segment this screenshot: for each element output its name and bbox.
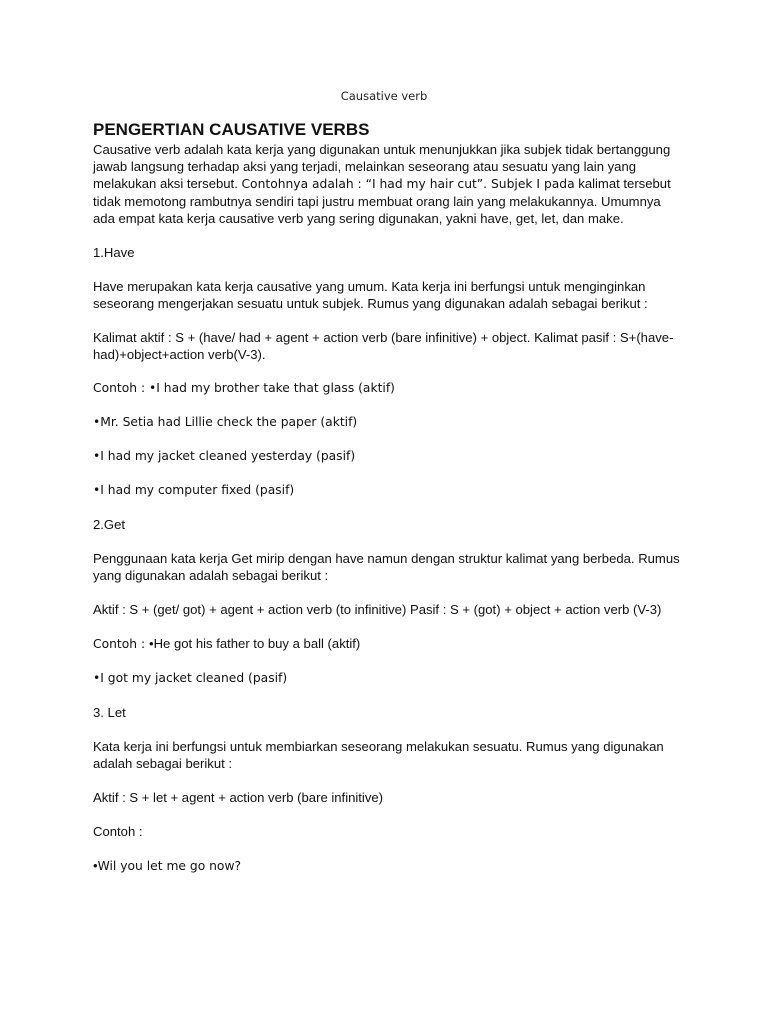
get-example-2: •I got my jacket cleaned (pasif) [93,671,288,685]
intro-paragraph [93,141,683,227]
intro-example: Contohnya adalah : “I had my hair cut”. Subjek I pada [241,177,575,191]
get-example-1-text: •He got his father to buy a ball (aktif) [149,636,361,651]
let-example-bullet: • [93,858,98,873]
section-heading: PENGERTIAN CAUSATIVE VERBS [93,120,370,139]
get-description: Penggunaan kata kerja Get mirip dengan have namun dengan struktur kalimat yang berbeda. Rumus yang digunakan adalah sebagai berikut : [93,551,680,583]
get-formula: Aktif : S + (get/ got) + agent + action verb (to infinitive) Pasif : S + (got) + object + action verb (V-3) [93,602,662,617]
let-formula: Aktif : S + let + agent + action verb (bare infinitive) [93,790,384,805]
have-example-4: •I had my computer fixed (pasif) [93,483,295,497]
get-example-1 [93,635,683,653]
document-title: Causative verb [340,89,428,103]
let-example-1-text: Wil you let me go now? [97,859,242,873]
let-description: Kata kerja ini berfungsi untuk membiarkan seseorang melakukan sesuatu. Rumus yang digunakan adalah sebagai berikut : [93,739,664,771]
document-body [93,119,683,875]
have-example-3: •I had my jacket cleaned yesterday (pasif) [93,449,356,463]
let-example-label: Contoh : [93,824,143,839]
have-example-2: •Mr. Setia had Lillie check the paper (aktif) [93,415,358,429]
have-formula: Kalimat aktif : S + (have/ had + agent + action verb (bare infinitive) + object. Kalimat pasif : S+(have-had)+object+action verb(V-3). [93,330,674,362]
get-title: 2.Get [93,517,126,532]
intro-text-a: Causative verb adalah kata kerja yang digunakan untuk menunjukkan jika subjek tidak bertanggung jawab langsung terhadap aksi yang terjadi, melainkan seseorang atau sesuatu yang lain yang melakukan aksi tersebut. [93,142,671,191]
have-description: Have merupakan kata kerja causative yang umum. Kata kerja ini berfungsi untuk menginginkan seseorang mengerjakan sesuatu untuk subjek. Rumus yang digunakan adalah sebagai berikut : [93,279,648,311]
let-title: 3. Let [93,705,126,720]
intro-text-c: kalimat tersebut tidak memotong rambutnya sendiri tapi justru membuat orang lain yang melakukannya. Umumnya ada empat kata kerja causative verb yang sering digunakan, yakni have, get, let, dan make. [93,176,671,226]
get-example-label: Contoh : [93,637,150,651]
let-example-1 [93,857,683,875]
have-title: 1.Have [93,245,135,260]
have-example-1: Contoh : •I had my brother take that glass (aktif) [93,381,395,395]
